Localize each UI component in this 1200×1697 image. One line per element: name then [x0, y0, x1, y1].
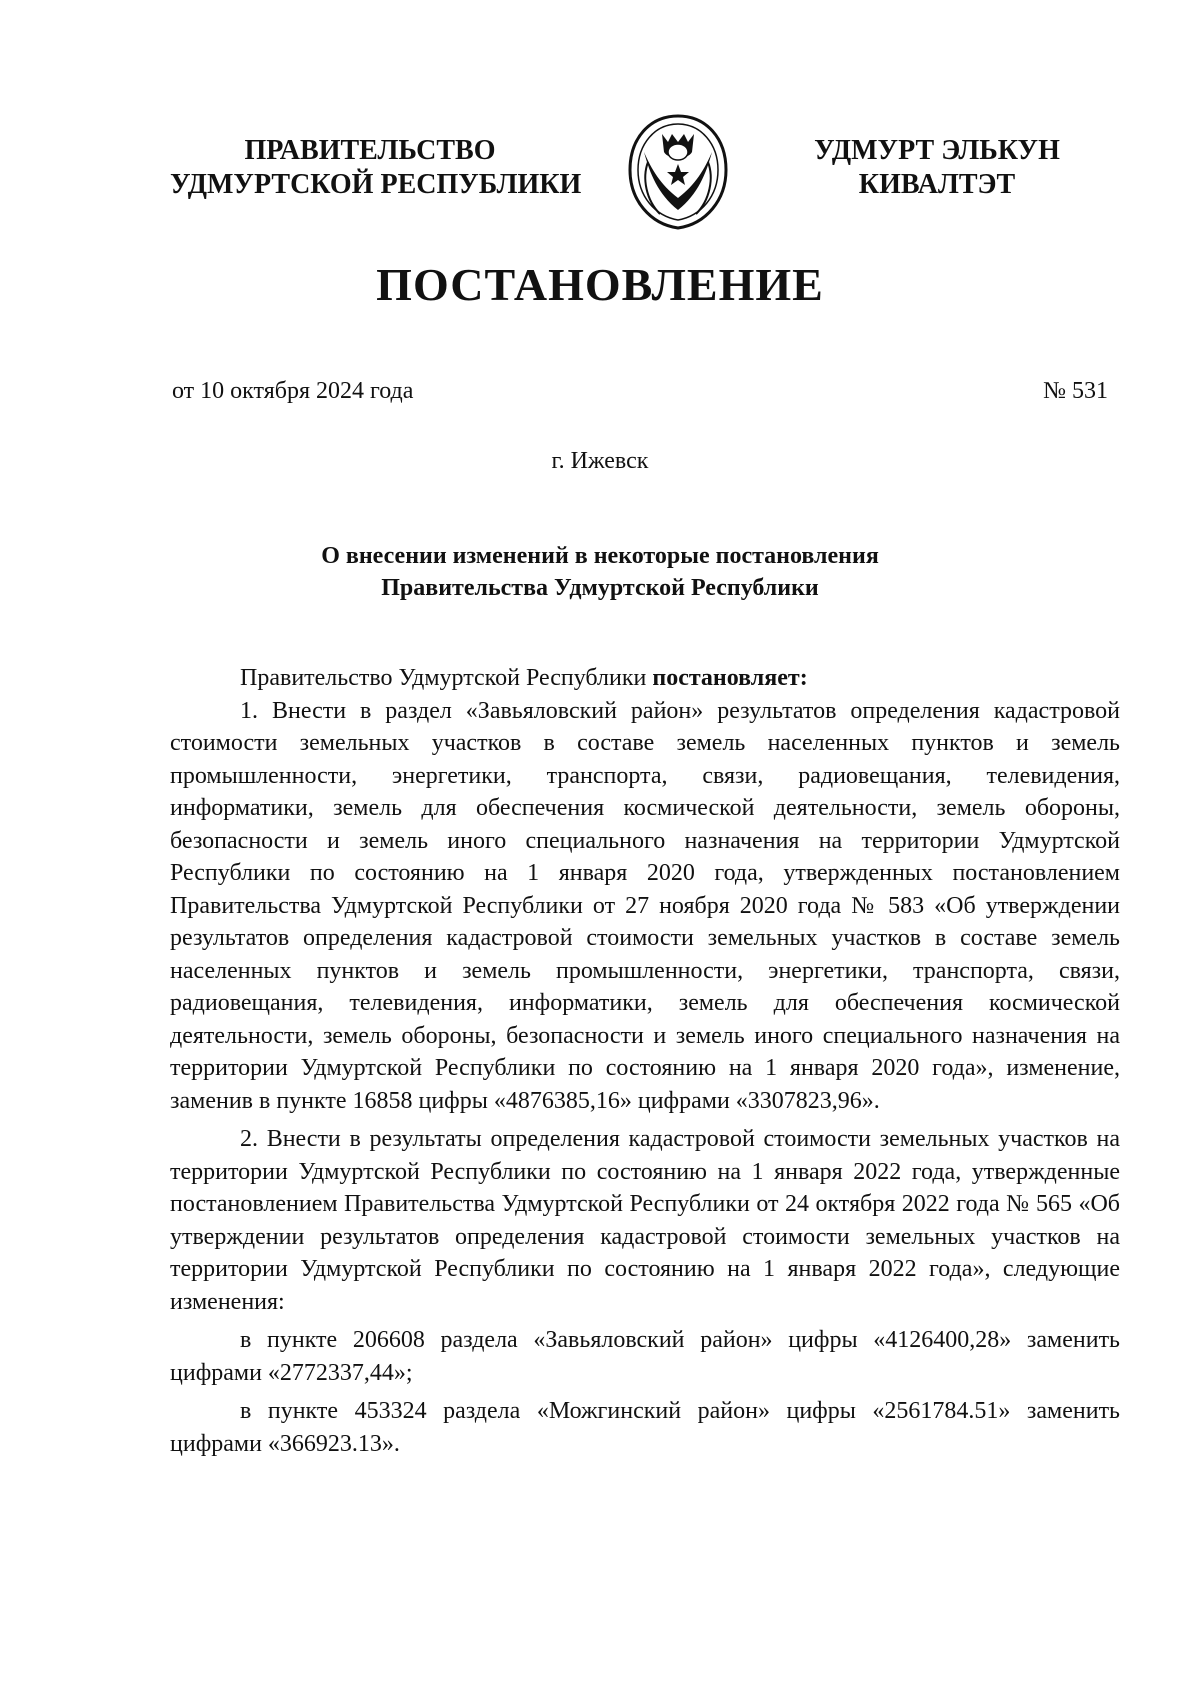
document-date: от 10 октября 2024 года: [172, 378, 414, 404]
preamble-paragraph: [170, 662, 1120, 695]
document-city: г. Ижевск: [551, 448, 649, 474]
document-body: [170, 662, 1120, 1460]
issuer-header-russian: [170, 134, 582, 202]
issuer-header-udmurt: [802, 134, 1072, 202]
item-2-paragraph: 2. Внести в результаты определения кадастровой стоимости земельных участков на территории Удмуртской Республики по состоянию на 1 января 2022 года, утвержденные постановлением Правительства Удмуртской Республики от 24 октября 2022 года № 565 «Об утверждении результатов определения кадастровой стоимости земельных участков на территории Удмуртской Республики по состоянию на 1 января 2022 года», следующие изменения:: [170, 1126, 1120, 1315]
subject-line-1: О внесении изменений в некоторые постановления: [321, 543, 879, 569]
coat-of-arms-emblem-icon: [626, 112, 730, 232]
item-2-subitem-1: в пункте 206608 раздела «Завьяловский район» цифры «4126400,28» заменить цифрами «2772337,44»;: [170, 1327, 1120, 1386]
document-number: № 531: [1043, 378, 1108, 404]
preamble-text: Правительство Удмуртской Республики: [240, 665, 647, 691]
issuer-line-1: ПРАВИТЕЛЬСТВО: [244, 135, 496, 166]
item-2-subitem-2: в пункте 453324 раздела «Можгинский район» цифры «2561784.51» заменить цифрами «366923.13».: [170, 1398, 1120, 1457]
item-1-paragraph: 1. Внести в раздел «Завьяловский район» результатов определения кадастровой стоимости земельных участков в составе земель населенных пунктов и земель промышленности, энергетики, транспорта, связи, радиовещания, телевидения, информатики, земель для обеспечения космической деятельности, земель обороны, безопасности и земель иного специального назначения на территории Удмуртской Республики по состоянию на 1 января 2020 года, утвержденных постановлением Правительства Удмуртской Республики от 27 ноября 2020 года № 583 «Об утверждении результатов определения кадастровой стоимости земельных участков в составе земель населенных пунктов и земель промышленности, энергетики, транспорта, связи, радиовещания, телевидения, информатики, земель для обеспечения космической деятельности, земель обороны, безопасности и земель иного специального назначения на территории Удмуртской Республики по состоянию на 1 января 2020 года», изменение, заменив в пункте 16858 цифры «4876385,16» цифрами «3307823,96».: [170, 697, 1120, 1114]
document-subject: [200, 540, 1000, 604]
issuer-udmurt-line-1: УДМУРТ ЭЛЬКУН: [814, 135, 1060, 166]
document-type-title: ПОСТАНОВЛЕНИЕ: [376, 259, 824, 310]
issuer-udmurt-line-2: КИВАЛТЭТ: [858, 169, 1016, 200]
subject-line-2: Правительства Удмуртской Республики: [381, 575, 819, 601]
preamble-bold-verb: постановляет:: [652, 665, 808, 691]
issuer-line-2: УДМУРТСКОЙ РЕСПУБЛИКИ: [170, 169, 582, 200]
